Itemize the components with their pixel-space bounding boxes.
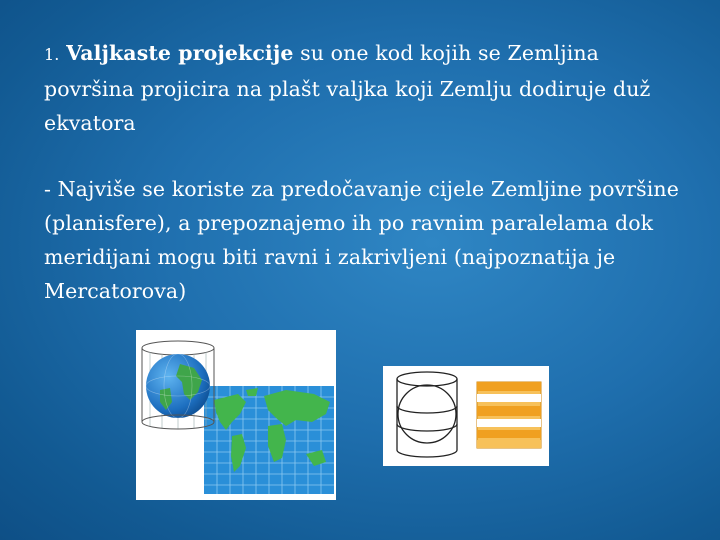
cylindrical-projection-figure	[136, 330, 336, 500]
cylinder-diagram-figure	[383, 366, 549, 466]
cylinder-stripes-diagram-icon	[383, 366, 549, 466]
paragraph-cylindrical-projections	[44, 36, 684, 140]
cylindrical-projection-globe-map-icon	[136, 330, 336, 500]
paragraph-usage: - Najviše se koriste za predočavanje cijele Zemljine površine (planisfere), a prepoznajemo ih po ravnim paralelama dok meridijani mogu biti ravni i zakrivljeni (najpoznatija je Mercatorova)	[44, 177, 679, 303]
list-number: 1.	[44, 45, 60, 64]
bold-term: Valjkaste projekcije	[66, 41, 294, 65]
paragraph-body: su one kod kojih se Zemljina površina projicira na plašt valjka koji Zemlju dodiruje duž ekvatora	[44, 41, 651, 135]
